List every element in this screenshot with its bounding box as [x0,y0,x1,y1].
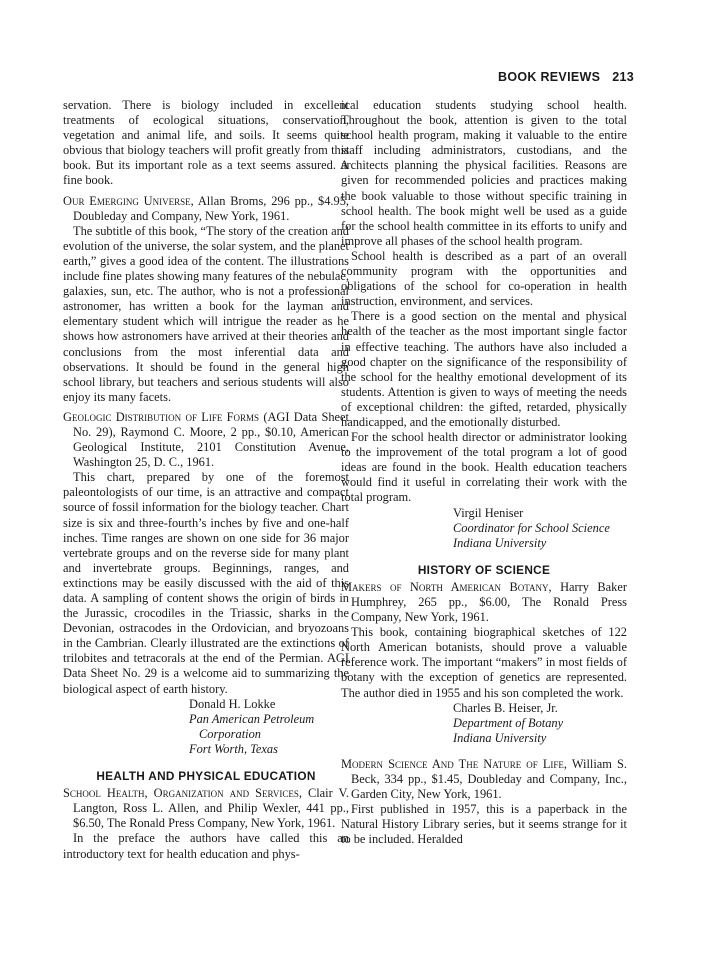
paragraph: This book, containing biographical sketches of 122 North American botanists, should prove a valuable reference work. The important “makers” in most fields of botany with the exception of genetics are represented. The author died in 1955 and his son completed the work. [341,625,627,700]
right-column [341,98,627,848]
reviewer-affiliation: Indiana University [453,535,547,550]
reviewer-affiliation: Department of Botany [453,715,564,730]
reviewer-affiliation: Indiana University [453,730,547,745]
running-header [60,70,634,84]
reviewer-location: Fort Worth, Texas [189,741,278,756]
page-number: 213 [612,70,634,84]
reviewer-affiliation: Corporation [199,726,261,741]
reviewer-name: Donald H. Lokke [189,696,276,711]
reviewer-signature [453,506,627,551]
spacer [341,746,627,752]
paragraph: For the school health director or administrator looking to the improvement of the total program a lot of good ideas are found in the book. Health education teachers would find it useful in correlating their work with the total program. [341,430,627,505]
book-details: William S. Beck, 334 pp., $1.45, Doubleday and Company, Inc., Garden City, New York, 1961. [351,756,627,802]
paragraph: servation. There is biology included in excellent treatments of ecological situations, conservation, vegetation and animal life, and soils. It seems quite obvious that biology teachers will profit greatly from this book. But its important role as a text seems assured. A fine book. [63,98,349,188]
book-details: Harry Baker Humphrey, 265 pp., $6.00, The Ronald Press Company, New York, 1961. [351,579,627,625]
reviewer-name: Charles B. Heiser, Jr. [453,700,558,715]
book-title: Geologic Distribution of Life Forms [63,409,260,424]
book-title: School Health, Organization and Services, [63,786,302,801]
book-entry [341,757,627,802]
book-entry [341,580,627,625]
paragraph: The subtitle of this book, “The story of the creation and evolution of the universe, the solar system, and the planet earth,” gives a good idea of the content. The illustrations include fine plates showing many features of the nebulae, galaxies, sun, etc. The author, who is not a professional astronomer, has written a book for the layman and elementary student which will intrigue the reader as he shows how astronomers have arrived at their theories and conclusions from the most inferential data and observations. It should be found in the general high school library, but teachers and serious students will also enjoy its many facets. [63,223,349,404]
book-details: Allan Broms, 296 pp., $4.95, Doubleday and Company, New York, 1961. [73,193,349,223]
section-heading: HISTORY OF SCIENCE [417,562,551,577]
paragraph: In the preface the authors have called this an introductory text for health education and phys- [63,831,349,861]
left-column [63,98,349,862]
section-title: BOOK REVIEWS [498,70,601,84]
reviewer-affiliation: Coordinator for School Science [453,520,610,535]
book-details: (AGI Data Sheet No. 29), Raymond C. Moore, 2 pp., $0.10, American Geological Institute, 2101 Constitution Avenue, Washington 25, D. C., 1961. [73,409,349,470]
paragraph: This chart, prepared by one of the foremost paleontologists of our time, is an attractive and compact source of fossil information for the biology teacher. Chart size is six and three-fourth’s inches by five and one-half inches. Time ranges are shown on one side for 36 major vertebrate groups and on the reverse side for many plant and invertebrate groups. Beginnings, ranges, and extinctions may be easily discussed with the aid of this data. A sampling of content shows the origin of birds in the Jurassic, crocodiles in the Triassic, sharks in the Devonian, ostracodes in the Ordovician, and bryozoans in the Cambrian. Clearly illustrated are the extinctions of trilobites and tetracorals at the end of the Permian. AGI Data Sheet No. 29 is a welcome aid to summarizing the biological aspect of earth history. [63,470,349,696]
paragraph: ical education students studying school health. Throughout the book, attention is given to the total school health program, making it valuable to the entire staff including administrators, custodians, and the architects planning the physical facilities. Reasons are given for recommended policies and practices making the book valuable to those without specific training in school health. The book might well be used as a guide for the school health committee in its efforts to unify and improve all phases of the school health program. [341,98,627,248]
reviewer-affiliation: Pan American Petroleum [189,711,315,726]
reviewer-name: Virgil Heniser [453,505,524,520]
reviewer-signature [453,701,627,746]
book-entry [63,410,349,470]
book-details: Clair V. Langton, Ross L. Allen, and Philip Wexler, 441 pp., $6.50, The Ronald Press Company, New York, 1961. [73,786,349,831]
book-entry [63,786,349,831]
book-title: Modern Science And The Nature of Life, [341,756,567,771]
book-entry [63,194,349,224]
book-title: Our Emerging Universe, [63,193,194,208]
paragraph: First published in 1957, this is a paperback in the Natural History Library series, but it seems strange for it to be included. Heralded [341,802,627,847]
paragraph: School health is described as a part of an overall community program with the opportunities and obligations of the school for co-operation in health instruction, environment, and services. [341,248,627,309]
book-title: Makers of North American Botany, [341,579,552,594]
paragraph: There is a good section on the mental and physical health of the teacher as the most important single factor in effective teaching. The authors have also included a good chapter on the significance of the responsibility of the school for the healthy emotional development of its students. Attention is given to ways of meeting the needs of exceptional children: the gifted, retarded, physically handicapped, and the emotionally disturbed. [341,309,627,429]
section-heading: HEALTH AND PHYSICAL EDUCATION [96,769,316,784]
reviewer-signature [189,697,349,757]
